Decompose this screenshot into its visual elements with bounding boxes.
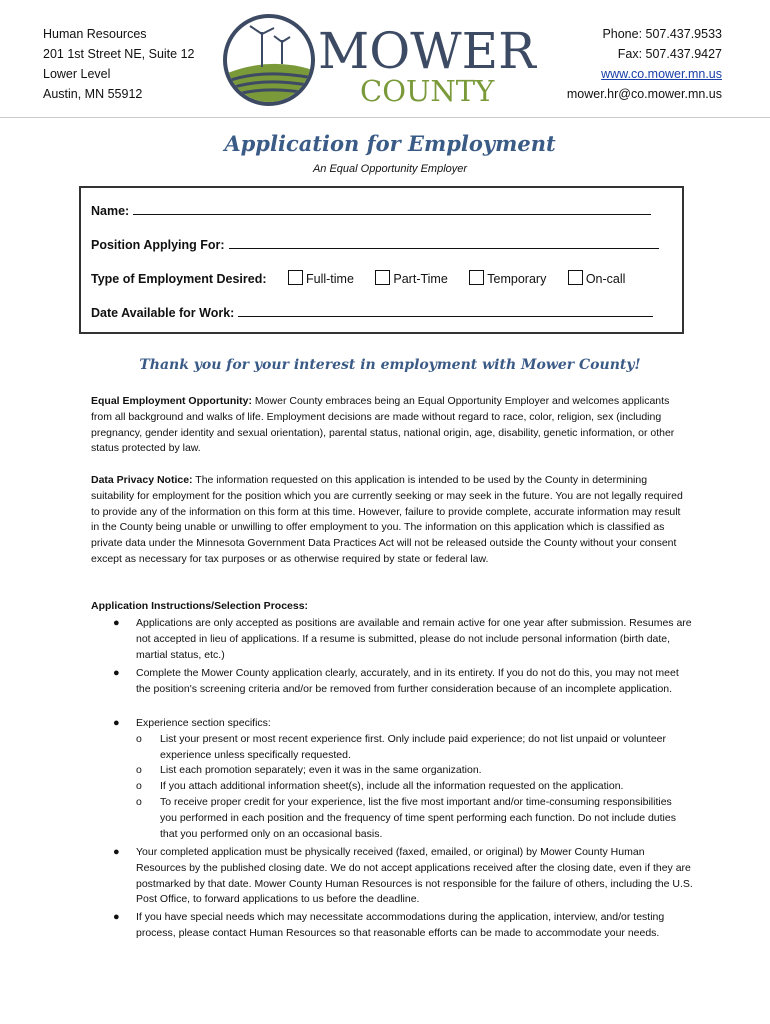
circle-bullet-icon: o <box>136 780 142 792</box>
bullet-icon: ● <box>113 911 120 923</box>
address-line: Lower Level <box>43 67 111 81</box>
employment-type-label: Type of Employment Desired: <box>91 272 267 286</box>
page-subtitle: An Equal Opportunity Employer <box>312 163 468 175</box>
list-item <box>113 910 696 942</box>
name-row <box>91 202 651 218</box>
position-label: Position Applying For: <box>91 238 225 252</box>
logo-emblem-icon <box>222 12 552 108</box>
bullet-icon: ● <box>113 617 120 629</box>
option-part-time[interactable] <box>375 270 447 286</box>
date-field[interactable] <box>238 304 653 317</box>
list-item <box>113 716 696 732</box>
address-line: Austin, MN 55912 <box>43 87 143 101</box>
logo-word-bottom: COUNTY <box>360 74 495 108</box>
list-item-text: Complete the Mower County application clearly, accurately, and in its entirety. If you do not do this, you may not meet the position's screening criteria and/or be removed from further consideration because of an incomplete application. <box>136 667 679 695</box>
bullet-icon: ● <box>113 667 120 679</box>
privacy-paragraph <box>91 473 691 568</box>
privacy-label: Data Privacy Notice: <box>91 474 193 486</box>
circle-bullet-icon: o <box>136 796 142 808</box>
list-item <box>113 666 696 698</box>
name-label: Name: <box>91 204 130 218</box>
eeo-label: Equal Employment Opportunity: <box>91 395 253 407</box>
circle-bullet-icon: o <box>136 764 142 776</box>
list-item <box>113 616 696 663</box>
bullet-icon: ● <box>113 717 120 729</box>
sub-list-item-text: To receive proper credit for your experience, list the five most important and/or time-consuming responsibilities you performed in each position and the frequency of time spent performing each function. Do not include duties that you performed only on an occasional basis. <box>160 796 676 840</box>
date-label: Date Available for Work: <box>91 306 235 320</box>
sub-list-item <box>136 763 690 779</box>
applicant-form <box>79 186 684 334</box>
bullet-icon: ● <box>113 846 120 858</box>
phone: Phone: 507.437.9533 <box>602 27 722 41</box>
position-field[interactable] <box>229 236 659 249</box>
list-item-text: Experience section specifics: <box>136 717 271 729</box>
employment-type-row <box>91 270 625 286</box>
name-field[interactable] <box>133 202 651 215</box>
header-divider <box>0 117 770 118</box>
sub-list-item-text: List each promotion separately; even it was in the same organization. <box>160 764 482 776</box>
address-block <box>43 24 194 104</box>
thanks-message: Thank you for your interest in employment with Mower County! <box>139 357 641 373</box>
checkbox[interactable] <box>288 270 303 285</box>
website-link[interactable]: www.co.mower.mn.us <box>601 67 722 81</box>
list-item-text: Your completed application must be physically received (faxed, emailed, or original) by Mower County Human Resources by the published closing date. We do not accept applications received after the closing date, even if they are postmarked by that date. Mower County Human Resources is not responsible for the failure of others, including the U.S. Post Office, to forward applications to us before the deadline. <box>136 846 693 906</box>
page-title: Application for Employment <box>224 131 556 156</box>
checkbox[interactable] <box>469 270 484 285</box>
checkbox[interactable] <box>568 270 583 285</box>
sub-list-item <box>136 779 690 795</box>
option-label: Full-time <box>305 272 354 286</box>
option-label: Temporary <box>487 272 547 286</box>
date-row <box>91 304 653 320</box>
list-item-text: If you have special needs which may necessitate accommodations during the application, interview, and/or testing process, please contact Human Resources so that reasonable efforts can be made to accommodate your needs. <box>136 911 665 939</box>
address-line: 201 1st Street NE, Suite 12 <box>43 47 195 61</box>
option-label: On-call <box>585 272 626 286</box>
option-temporary[interactable] <box>469 270 546 286</box>
logo-word-top: MOWER <box>318 22 536 80</box>
contact-block <box>567 24 722 104</box>
eeo-text: Mower County embraces being an Equal Opportunity Employer and welcomes applicants from all background and walks of life. Employment decisions are made without regard to race, color, religion, sex (including pregnancy, gender identity and sexual orientation), parental status, national origin, age, disability, genetic information, or other status protected by law. <box>91 395 675 455</box>
eeo-paragraph <box>91 394 691 457</box>
position-row <box>91 236 659 252</box>
checkbox[interactable] <box>375 270 390 285</box>
circle-bullet-icon: o <box>136 733 142 745</box>
instructions-heading: Application Instructions/Selection Process: <box>91 600 309 612</box>
fax: Fax: 507.437.9427 <box>617 47 722 61</box>
sub-list-item <box>136 795 690 842</box>
sub-list-item-text: List your present or most recent experience first. Only include paid experience; do not list unpaid or volunteer experience unless specifically requested. <box>160 733 667 761</box>
mower-county-logo <box>222 12 552 108</box>
list-item-text: Applications are only accepted as positions are available and remain active for one year after submission. Resumes are not accepted in lieu of applications. If a resume is submitted, please do not include personal information (birth date, martial status, etc.) <box>136 617 692 661</box>
privacy-text: The information requested on this application is intended to be used by the County in determining suitability for employment for the position which you are currently seeking or may seek in the future. You are not legally required to provide any of the information on this form at this time. However, failure to provide complete, accurate information may result in the County being unable or unwilling to offer employment to you. The information on this application which is classified as private data under the Minnesota Government Data Practices Act will not be released outside the County without your consent except as necessary for tax purposes or as otherwise required by state or federal law. <box>91 474 683 565</box>
option-label: Part-Time <box>393 272 448 286</box>
option-full-time[interactable] <box>288 270 354 286</box>
sub-list-item-text: If you attach additional information sheet(s), include all the information requested on the application. <box>160 780 624 792</box>
email[interactable]: mower.hr@co.mower.mn.us <box>566 87 722 101</box>
list-item <box>113 845 696 908</box>
option-on-call[interactable] <box>568 270 626 286</box>
address-line: Human Resources <box>43 27 147 41</box>
sub-list-item <box>136 732 690 764</box>
